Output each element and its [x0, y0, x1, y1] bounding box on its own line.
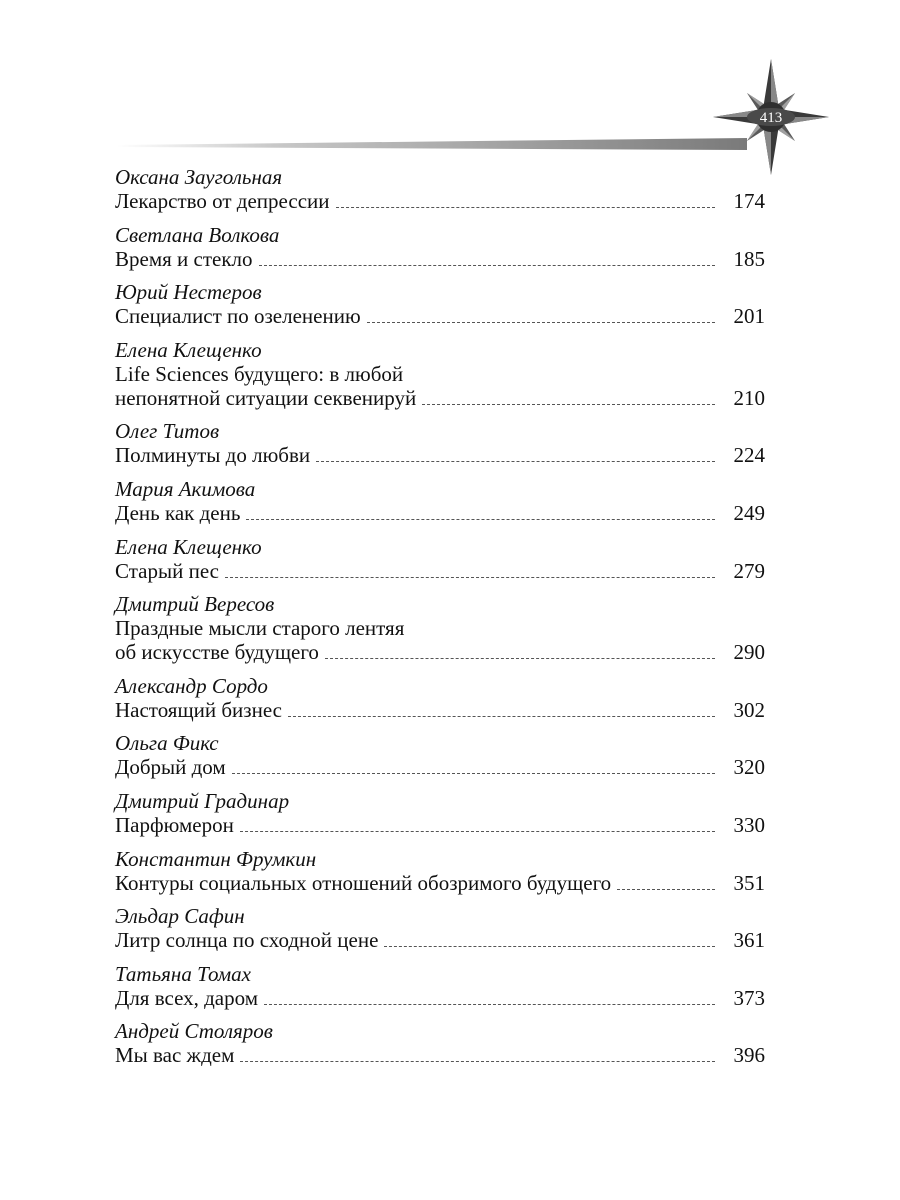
toc-author: Олег Титов: [115, 419, 220, 444]
table-of-contents: [115, 165, 765, 1077]
toc-author: Оксана Заугольная: [115, 165, 283, 189]
toc-entry: [115, 338, 765, 410]
dot-leader: [240, 831, 715, 832]
toc-author: Светлана Волкова: [115, 222, 280, 247]
toc-title-row: [115, 559, 765, 583]
toc-title-row: [115, 189, 765, 213]
toc-author: Ольга Фикс: [115, 731, 219, 756]
dot-leader: [240, 1061, 715, 1062]
toc-author: Татьяна Томах: [115, 961, 251, 986]
toc-title-row: [115, 386, 765, 410]
toc-author: Дмитрий Вересов: [115, 592, 275, 617]
toc-title: Полминуты до любви: [115, 443, 311, 468]
toc-title-row: [115, 755, 765, 779]
toc-title: Настоящий бизнес: [115, 697, 282, 722]
toc-title-row: [115, 871, 765, 895]
dot-leader: [325, 658, 715, 659]
toc-page-number: 302: [733, 697, 765, 722]
toc-title-row: [115, 304, 765, 328]
toc-title: Литр солнца по сходной цене: [115, 928, 379, 953]
toc-title: Время и стекло: [115, 246, 253, 271]
dot-leader: [225, 577, 715, 578]
toc-author: Андрей Столяров: [115, 1019, 273, 1044]
toc-author: Мария Акимова: [115, 476, 256, 501]
toc-title-row: [115, 247, 765, 271]
toc-title-row: [115, 986, 765, 1010]
toc-page-number: 361: [733, 928, 765, 953]
toc-title-row: [115, 1043, 765, 1067]
toc-entry: [115, 165, 765, 213]
dot-leader: [288, 716, 715, 717]
toc-title-row: [115, 813, 765, 837]
toc-author: Эльдар Сафин: [115, 904, 245, 929]
toc-entry: [115, 789, 765, 837]
dot-leader: [232, 773, 715, 774]
toc-entry: [115, 847, 765, 895]
toc-page-number: 290: [733, 640, 765, 665]
toc-author: Константин Фрумкин: [115, 846, 317, 871]
dot-leader: [316, 461, 715, 462]
toc-page-number: 201: [733, 304, 765, 329]
toc-title-line: Life Sciences будущего: в любой: [115, 361, 404, 386]
toc-page-number: 185: [733, 246, 765, 271]
toc-author: Юрий Нестеров: [115, 280, 262, 305]
toc-title: Для всех, даром: [115, 985, 259, 1010]
toc-title-row: [115, 443, 765, 467]
toc-entry: [115, 904, 765, 952]
toc-page-number: 210: [733, 385, 765, 410]
toc-title: Добрый дом: [115, 755, 226, 780]
toc-page-number: 279: [733, 558, 765, 583]
toc-author: Дмитрий Градинар: [115, 788, 290, 813]
toc-entry: [115, 674, 765, 722]
toc-title: Парфюмерон: [115, 812, 234, 837]
toc-entry: [115, 535, 765, 583]
dot-leader: [617, 889, 715, 890]
dot-leader: [367, 322, 715, 323]
toc-author: Елена Клещенко: [115, 337, 262, 362]
dot-leader: [246, 519, 715, 520]
toc-entry: [115, 419, 765, 467]
page-number: 413: [759, 110, 783, 126]
dot-leader: [264, 1004, 715, 1005]
toc-page-number: 224: [733, 443, 765, 468]
toc-entry: [115, 477, 765, 525]
toc-title: Специалист по озеленению: [115, 304, 361, 329]
toc-title: Лекарство от депрессии: [115, 189, 330, 213]
toc-page-number: 249: [733, 500, 765, 525]
toc-title: День как день: [115, 500, 241, 525]
toc-title: об искусстве будущего: [115, 640, 319, 665]
toc-page-number: 330: [733, 812, 765, 837]
toc-entry: [115, 280, 765, 328]
toc-title-row: [115, 501, 765, 525]
toc-entry: [115, 592, 765, 664]
dot-leader: [422, 404, 715, 405]
toc-page-number: 351: [733, 870, 765, 895]
toc-title: непонятной ситуации секвенируй: [115, 385, 417, 410]
toc-page-number: 373: [733, 985, 765, 1010]
toc-entry: [115, 731, 765, 779]
header-rule: [117, 138, 747, 150]
toc-title: Контуры социальных отношений обозримого будущего: [115, 870, 612, 895]
toc-page-number: 320: [733, 755, 765, 780]
dot-leader: [259, 265, 715, 266]
toc-title-row: [115, 698, 765, 722]
toc-title: Мы вас ждем: [115, 1043, 235, 1068]
toc-title: Старый пес: [115, 558, 219, 583]
dot-leader: [336, 207, 715, 208]
toc-title-line: Праздные мысли старого лентяя: [115, 616, 405, 641]
toc-entry: [115, 223, 765, 271]
toc-title-row: [115, 928, 765, 952]
toc-title-row: [115, 640, 765, 664]
toc-entry: [115, 1019, 765, 1067]
toc-page-number: 396: [733, 1043, 765, 1068]
toc-page-number: 174: [733, 189, 765, 213]
toc-author: Елена Клещенко: [115, 534, 262, 559]
dot-leader: [384, 946, 715, 947]
toc-entry: [115, 962, 765, 1010]
toc-author: Александр Сордо: [115, 673, 268, 698]
